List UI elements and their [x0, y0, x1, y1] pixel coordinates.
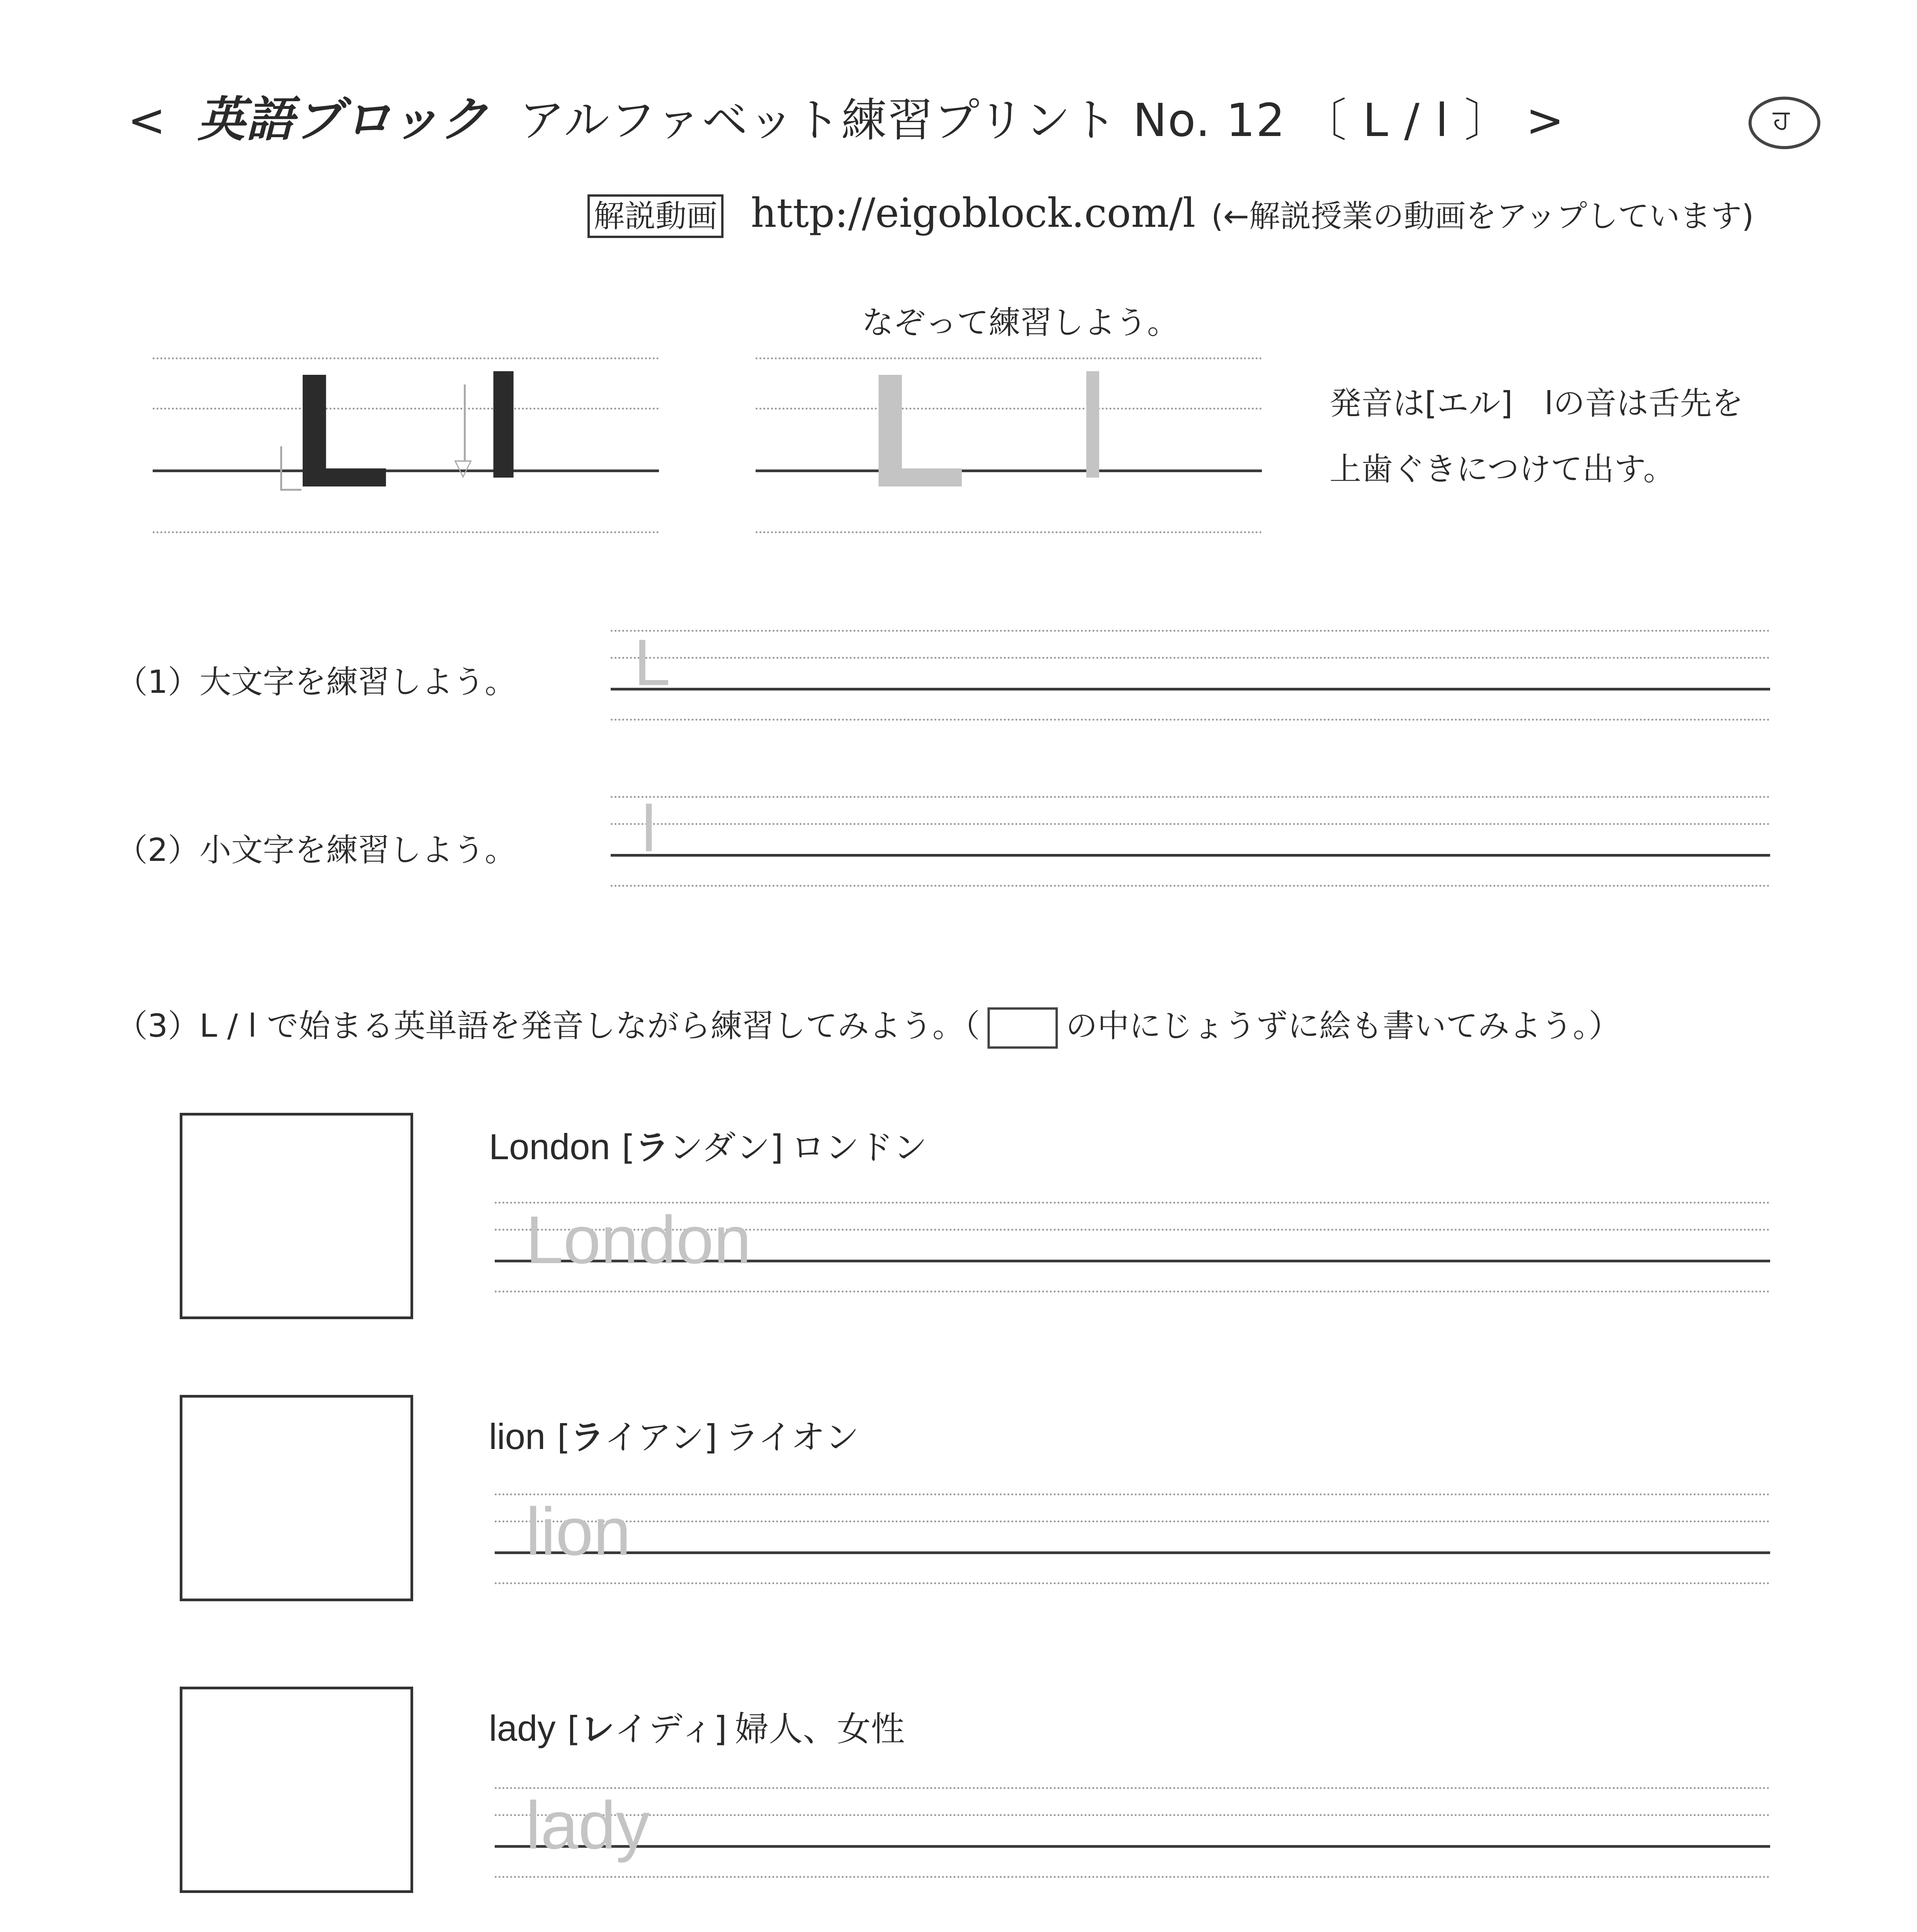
title-bracket-open: <: [128, 94, 167, 147]
picture-box-icon: [987, 1007, 1058, 1049]
page-title: [128, 81, 1565, 150]
exercise-2-guide-letter: l: [642, 792, 656, 866]
word-text: lady: [489, 1708, 556, 1748]
word-guide-text: lion: [526, 1494, 631, 1570]
model-letters-lines: [153, 340, 659, 535]
word-meaning: ロンドン: [791, 1128, 927, 1167]
trace-instruction: なぞって練習しよう。: [862, 304, 1179, 341]
trace-lower-letter: l: [1076, 345, 1109, 509]
word-heading: lady [レイディ] 婦人、女性: [489, 1708, 905, 1749]
word-text: London: [489, 1126, 610, 1167]
kana-accent: ラ: [635, 1128, 669, 1167]
kana-rest: イアン: [604, 1417, 704, 1457]
exercise-3-label: [116, 1001, 1620, 1049]
word-meaning: ライオン: [725, 1417, 859, 1457]
kana-accent: ラ: [570, 1417, 604, 1457]
model-upper-letter: L: [292, 340, 391, 521]
word-writing-lines[interactable]: [495, 1493, 1770, 1586]
exercise-2-label: （2）小文字を練習しよう。: [116, 832, 517, 869]
word-heading: London [ランダン] ロンドン: [489, 1126, 927, 1167]
exercise-1-guide-letter: L: [634, 626, 671, 699]
stroke-arrow-icon: [464, 384, 466, 462]
video-note: (←解説授業の動画をアップしています): [1211, 198, 1754, 234]
word-text: lion: [489, 1416, 546, 1457]
trace-upper-letter: L: [868, 340, 967, 521]
video-url-link[interactable]: http://eigoblock.com/l: [751, 189, 1196, 236]
exercise-2-writing-lines[interactable]: [611, 792, 1770, 889]
pronunciation-line-1: 発音は[エル] lの音は舌先を: [1330, 385, 1743, 422]
stroke-arrow-icon: ▽: [454, 454, 472, 481]
drawing-box[interactable]: [180, 1687, 413, 1893]
drawing-box[interactable]: [180, 1395, 413, 1601]
drawing-box[interactable]: [180, 1113, 413, 1319]
mascot-face-icon: ਹ: [1748, 97, 1820, 149]
title-bracket-close: >: [1526, 94, 1565, 147]
word-writing-lines[interactable]: [495, 1787, 1770, 1880]
kana-rest: ンダン: [669, 1128, 770, 1167]
exercise-3-text-before: （3）L / l で始まる英単語を発音しながら練習してみよう。（: [116, 1008, 980, 1044]
exercise-1-writing-lines[interactable]: [611, 626, 1770, 723]
video-label: 解説動画: [587, 194, 724, 238]
title-text: アルファベット練習プリント No. 12 〔 L / l 〕: [519, 94, 1511, 147]
word-writing-lines[interactable]: [495, 1202, 1770, 1294]
pronunciation-note: [1330, 371, 1743, 502]
exercise-1-label: （1）大文字を練習しよう。: [116, 664, 517, 701]
model-lower-letter: l: [483, 345, 524, 509]
word-guide-text: lady: [526, 1788, 650, 1863]
word-guide-text: London: [526, 1202, 751, 1278]
kana-rest: イディ: [614, 1709, 714, 1749]
kana-accent: レ: [580, 1709, 615, 1749]
exercise-3-text-after: の中にじょうずに絵も書いてみよう。）: [1066, 1008, 1621, 1044]
pronunciation-line-2: 上歯ぐきにつけて出す。: [1330, 451, 1675, 488]
brand-logo: 英語ブロック: [197, 92, 489, 148]
video-info: [587, 189, 1754, 236]
trace-letters-lines[interactable]: [756, 340, 1262, 535]
stroke-arrow-icon: [280, 446, 301, 491]
word-heading: lion [ライアン] ライオン: [489, 1416, 859, 1457]
word-meaning: 婦人、女性: [735, 1709, 905, 1749]
